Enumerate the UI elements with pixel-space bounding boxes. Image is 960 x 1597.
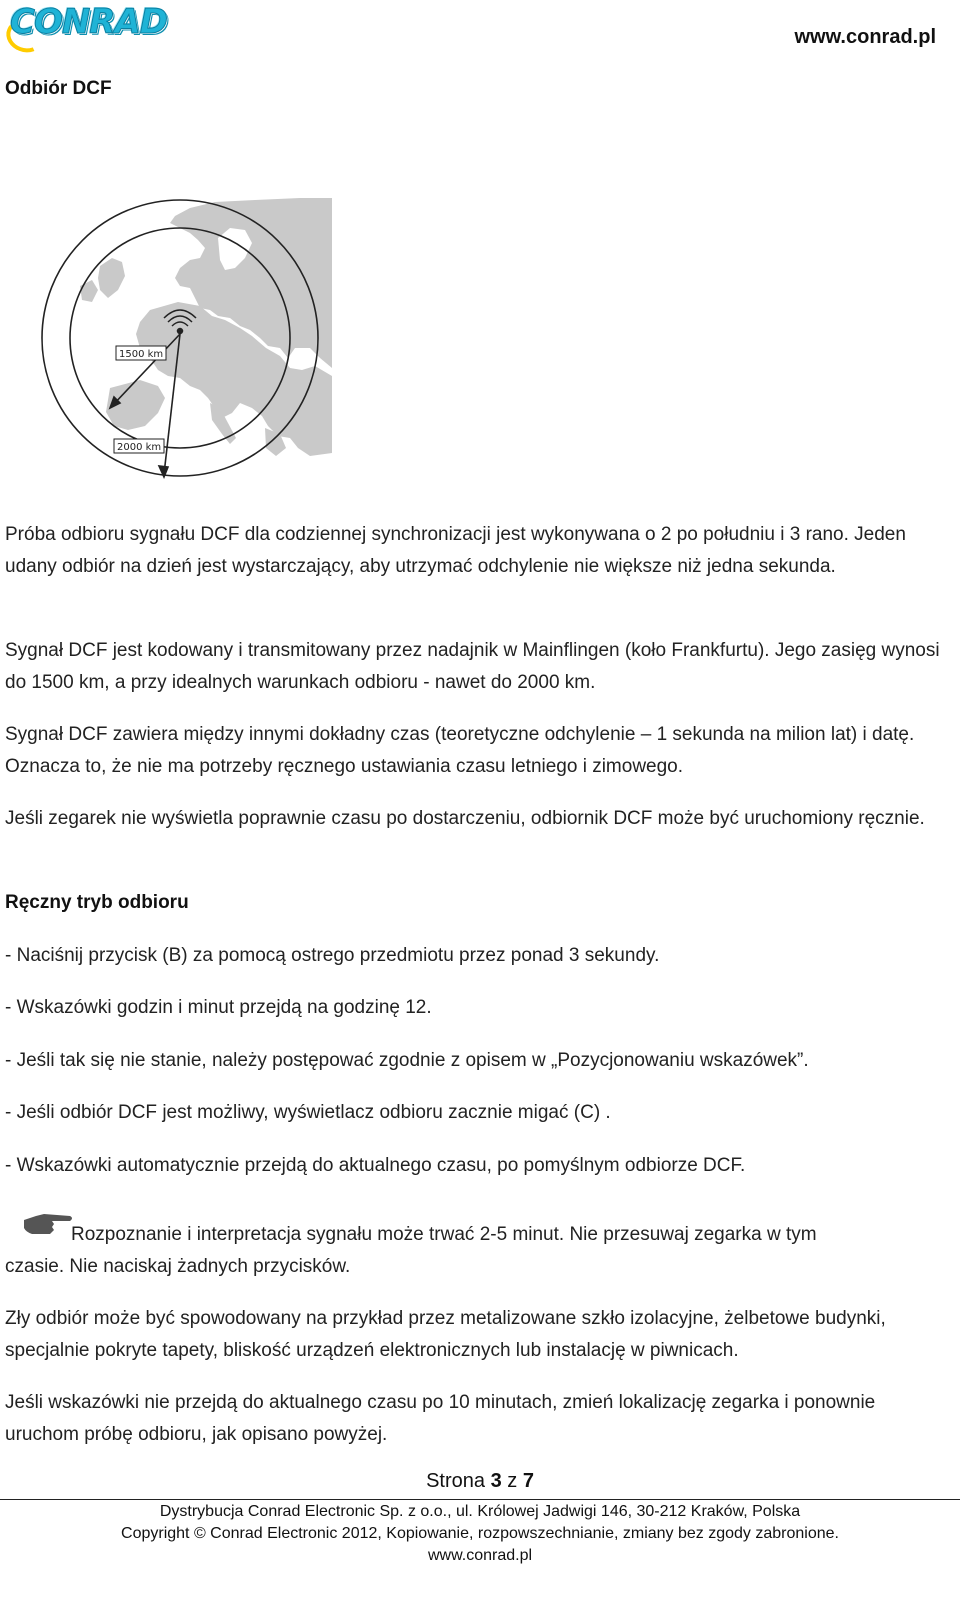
step-4: - Jeśli odbiór DCF jest możliwy, wyświetlacz odbioru zacznie migać (C) .	[5, 1102, 611, 1123]
footer-url: www.conrad.pl	[427, 1547, 533, 1564]
footer-distribution: Dystrybucja Conrad Electronic Sp. z o.o., ul. Królowej Jadwigi 146, 30-212 Kraków, Polska	[159, 1503, 801, 1520]
page-number	[0, 1470, 960, 1493]
footer-copyright: Copyright © Conrad Electronic 2012, Kopiowanie, rozpowszechnianie, zmiany bez zgody zabronione.	[121, 1525, 839, 1542]
manual-mode-title: Ręczny tryb odbioru	[5, 892, 189, 913]
logo-text: CONRAD	[10, 2, 168, 42]
paragraph-schedule: Próba odbioru sygnału DCF dla codziennej synchronizacji jest wykonywana o 2 po południu i 3 rano. Jeden udany odbiór na dzień jest wystarczający, aby utrzymać odchylenie nie większe niż jedna sekunda.	[5, 524, 906, 577]
europe-land-shape	[80, 198, 332, 456]
step-1: - Naciśnij przycisk (B) za pomocą ostrego przedmiotu przez ponad 3 sekundy.	[5, 945, 660, 966]
paragraph-relocate: Jeśli wskazówki nie przejdą do aktualnego czasu po 10 minutach, zmień lokalizację zegarka i ponownie uruchom próbę odbioru, jak opisano powyżej.	[5, 1392, 876, 1445]
header-url: www.conrad.pl	[794, 26, 936, 48]
section-title: Odbiór DCF	[5, 78, 112, 99]
step-5: - Wskazówki automatycznie przejdą do aktualnego czasu, po pomyślnym odbiorze DCF.	[5, 1155, 746, 1176]
note-line-2: czasie. Nie naciskaj żadnych przycisków.	[5, 1256, 351, 1277]
step-2: - Wskazówki godzin i minut przejdą na godzinę 12.	[5, 997, 432, 1018]
note-line-1: Rozpoznanie i interpretacja sygnału może trwać 2-5 minut. Nie przesuwaj zegarka w tym	[71, 1224, 817, 1245]
conrad-logo	[6, 2, 166, 48]
label-2000km: 2000 km	[117, 442, 162, 453]
footer-divider	[0, 1499, 960, 1500]
paragraph-transmitter: Sygnał DCF jest kodowany i transmitowany przez nadajnik w Mainflingen (koło Frankfurtu). Jego zasięg wynosi do 1500 km, a przy idealnych warunkach odbioru - nawet do 2000 km.	[5, 640, 940, 693]
page-current: 3	[490, 1470, 502, 1492]
step-3: - Jeśli tak się nie stanie, należy postępować zgodnie z opisem w „Pozycjonowaniu wskazówek”.	[5, 1050, 809, 1071]
paragraph-manual-start: Jeśli zegarek nie wyświetla poprawnie czasu po dostarczeniu, odbiornik DCF może być uruchomiony ręcznie.	[5, 808, 925, 829]
page-total: 7	[522, 1470, 534, 1492]
label-1500km: 1500 km	[119, 349, 164, 360]
pointing-hand-icon	[22, 1210, 74, 1238]
paragraph-accuracy: Sygnał DCF zawiera między innymi dokładny czas (teoretyczne odchylenie – 1 sekunda na milion lat) i datę. Oznacza to, że nie ma potrzeby ręcznego ustawiania czasu letniego i zimowego.	[5, 724, 915, 777]
page-label: Strona	[426, 1470, 485, 1492]
paragraph-bad-reception: Zły odbiór może być spowodowany na przykład przez metalizowane szkło izolacyjne, żelbetowe budynki, specjalnie pokryte tapety, bliskość urządzeń elektronicznych lub instalację w piwnicach.	[5, 1308, 886, 1361]
page-of: z	[507, 1470, 518, 1492]
dcf-range-map	[40, 198, 340, 488]
